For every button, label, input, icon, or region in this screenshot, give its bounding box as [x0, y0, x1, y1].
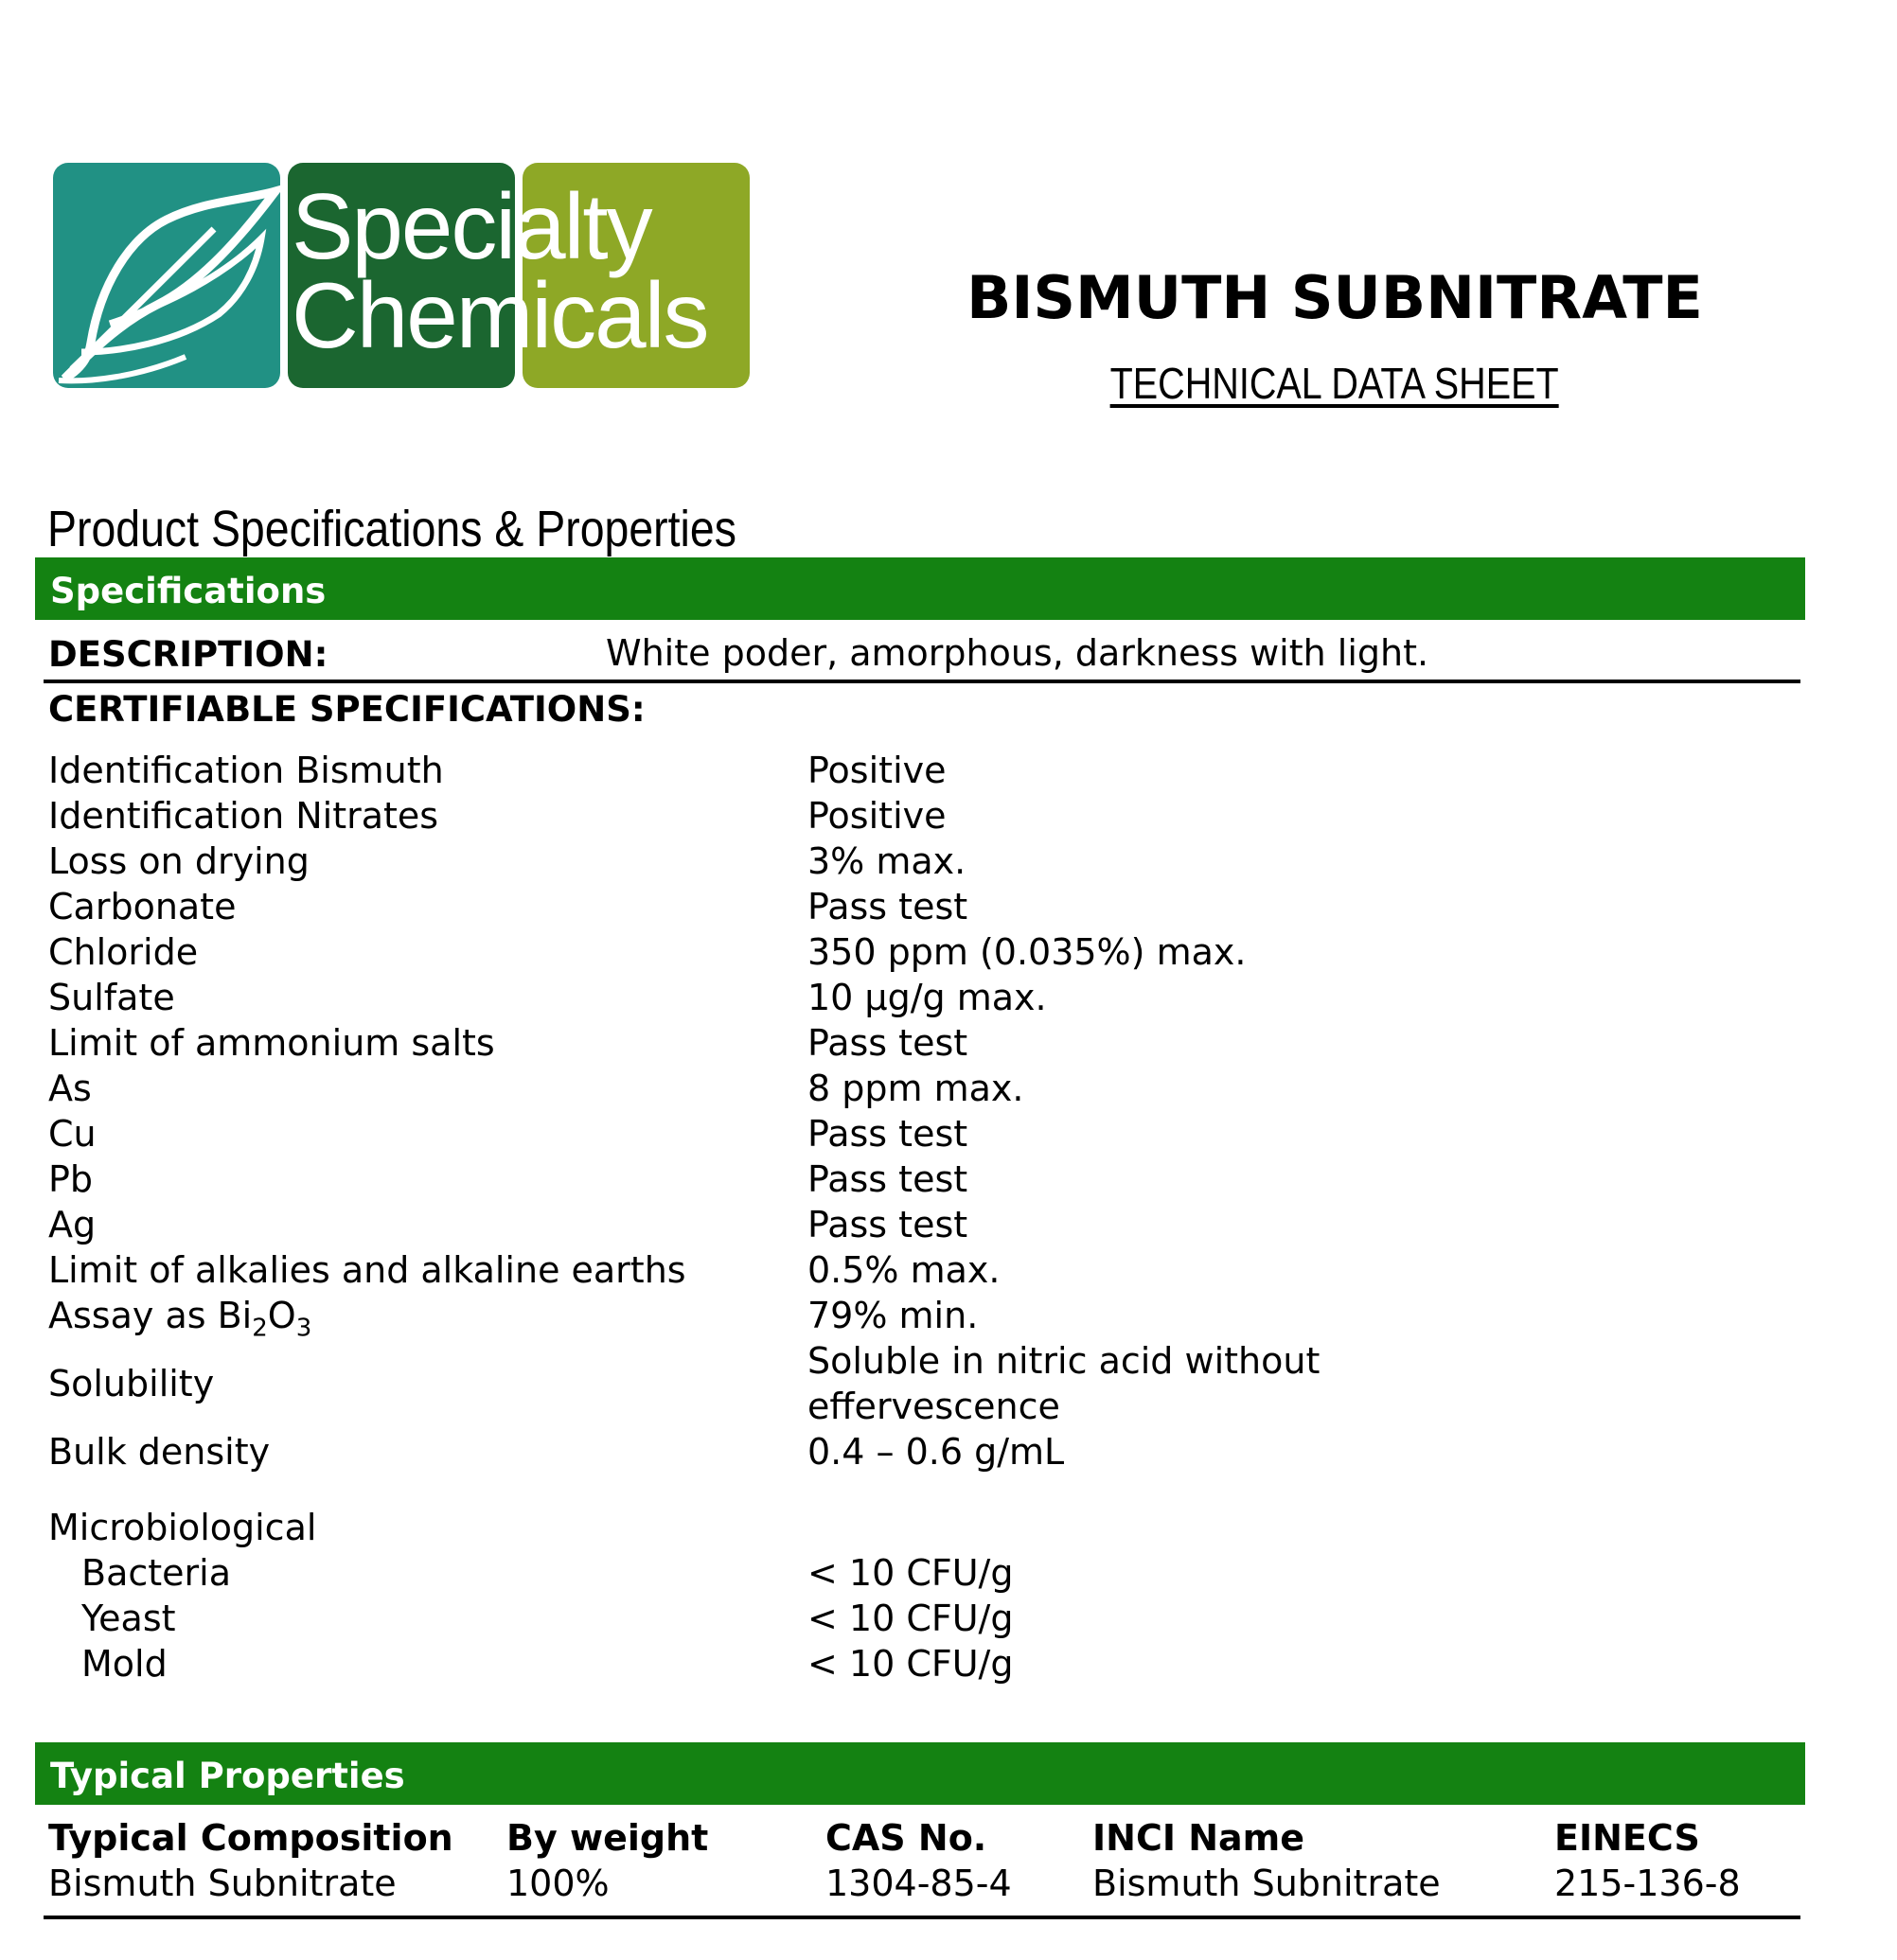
spec-row-solubility	[0, 1340, 1897, 1431]
microbiological-label: Microbiological	[48, 1507, 317, 1548]
specifications-bar-label: Specifications	[50, 571, 327, 611]
spec-value: < 10 CFU/g	[807, 1643, 1014, 1685]
spec-value-line-2: effervescence	[807, 1386, 1060, 1427]
table-cell: 215-136-8	[1554, 1863, 1741, 1904]
spec-name: Identification Nitrates	[48, 795, 439, 837]
spec-name: As	[48, 1068, 92, 1109]
spec-value: 8 ppm max.	[807, 1068, 1024, 1109]
spec-value: Pass test	[807, 1158, 968, 1200]
assay-subscript-1: 2	[252, 1314, 268, 1343]
spec-value: Positive	[807, 750, 947, 791]
assay-subscript-2: 3	[295, 1314, 312, 1343]
table-header: Typical Composition	[48, 1817, 453, 1859]
spec-name: Cu	[48, 1113, 97, 1155]
spec-name: Bulk density	[48, 1431, 271, 1473]
spec-row	[0, 1204, 1897, 1249]
spec-row	[0, 795, 1897, 840]
spec-value: Positive	[807, 795, 947, 837]
description-divider	[44, 680, 1800, 683]
spec-name-assay	[48, 1295, 311, 1343]
spec-row	[0, 840, 1897, 886]
spec-value: 79% min.	[807, 1295, 979, 1336]
spec-value: Pass test	[807, 1022, 968, 1064]
table-header: CAS No.	[825, 1817, 987, 1859]
table-header: INCI Name	[1092, 1817, 1305, 1859]
spec-name: Pb	[48, 1158, 94, 1200]
spec-value: 350 ppm (0.035%) max.	[807, 931, 1247, 973]
microbiological-heading-row	[0, 1507, 1897, 1552]
spec-value: < 10 CFU/g	[807, 1598, 1014, 1639]
spec-name: Mold	[81, 1643, 168, 1685]
table-header: EINECS	[1554, 1817, 1700, 1859]
spec-name: Yeast	[81, 1598, 176, 1639]
specifications-bar	[35, 557, 1805, 620]
description-label: DESCRIPTION:	[48, 634, 328, 675]
spec-name: Sulfate	[48, 977, 175, 1018]
logo-line-1: Specialty	[292, 174, 651, 278]
spec-row-micro	[0, 1552, 1897, 1598]
logo-wordmark	[292, 174, 708, 367]
spec-row	[0, 931, 1897, 977]
spec-name: Carbonate	[48, 886, 237, 927]
spec-name: Chloride	[48, 931, 199, 973]
leaf-icon	[53, 163, 280, 388]
document-title: BISMUTH SUBNITRATE	[966, 263, 1703, 332]
certifiable-specifications-label: CERTIFIABLE SPECIFICATIONS:	[48, 689, 646, 730]
spec-row	[0, 1022, 1897, 1068]
spec-name: Loss on drying	[48, 840, 310, 882]
spec-value: < 10 CFU/g	[807, 1552, 1014, 1594]
spec-row-micro	[0, 1598, 1897, 1643]
spec-value: Pass test	[807, 1113, 968, 1155]
table-cell: 100%	[506, 1863, 610, 1904]
spec-value: 10 µg/g max.	[807, 977, 1047, 1018]
assay-prefix: Assay as Bi	[48, 1295, 253, 1336]
spec-row	[0, 1249, 1897, 1295]
spec-value: 0.5% max.	[807, 1249, 1001, 1291]
spec-name: Identification Bismuth	[48, 750, 444, 791]
section-heading: Product Specifications & Properties	[47, 501, 736, 557]
spec-row	[0, 1068, 1897, 1113]
assay-mid: O	[267, 1295, 296, 1336]
table-bottom-divider	[44, 1916, 1800, 1919]
table-cell: 1304-85-4	[825, 1863, 1012, 1904]
spec-value: 3% max.	[807, 840, 966, 882]
document-subtitle-text: TECHNICAL DATA SHEET	[1109, 359, 1560, 408]
table-header: By weight	[506, 1817, 709, 1859]
spec-name: Solubility	[48, 1363, 215, 1404]
document-subtitle	[909, 358, 1761, 409]
spec-row-assay	[0, 1295, 1897, 1343]
spec-row	[0, 1158, 1897, 1204]
typical-properties-bar-label: Typical Properties	[50, 1756, 405, 1796]
spec-row	[0, 1431, 1897, 1476]
spec-row	[0, 886, 1897, 931]
table-cell: Bismuth Subnitrate	[1092, 1863, 1441, 1904]
typical-properties-bar	[35, 1742, 1805, 1805]
company-logo	[53, 163, 750, 390]
spec-name: Limit of ammonium salts	[48, 1022, 495, 1064]
spec-value: 0.4 – 0.6 g/mL	[807, 1431, 1065, 1473]
spec-row	[0, 1113, 1897, 1158]
spec-name: Limit of alkalies and alkaline earths	[48, 1249, 686, 1291]
spec-row	[0, 977, 1897, 1022]
spec-name: Bacteria	[81, 1552, 231, 1594]
spec-value: Pass test	[807, 886, 968, 927]
spec-row-micro	[0, 1643, 1897, 1688]
logo-line-2: Chemicals	[292, 263, 708, 367]
table-cell: Bismuth Subnitrate	[48, 1863, 397, 1904]
spec-row	[0, 750, 1897, 795]
description-value: White poder, amorphous, darkness with light.	[606, 632, 1429, 674]
spec-name: Ag	[48, 1204, 97, 1245]
spec-value-line-1: Soluble in nitric acid without	[807, 1340, 1321, 1382]
spec-value: Pass test	[807, 1204, 968, 1245]
